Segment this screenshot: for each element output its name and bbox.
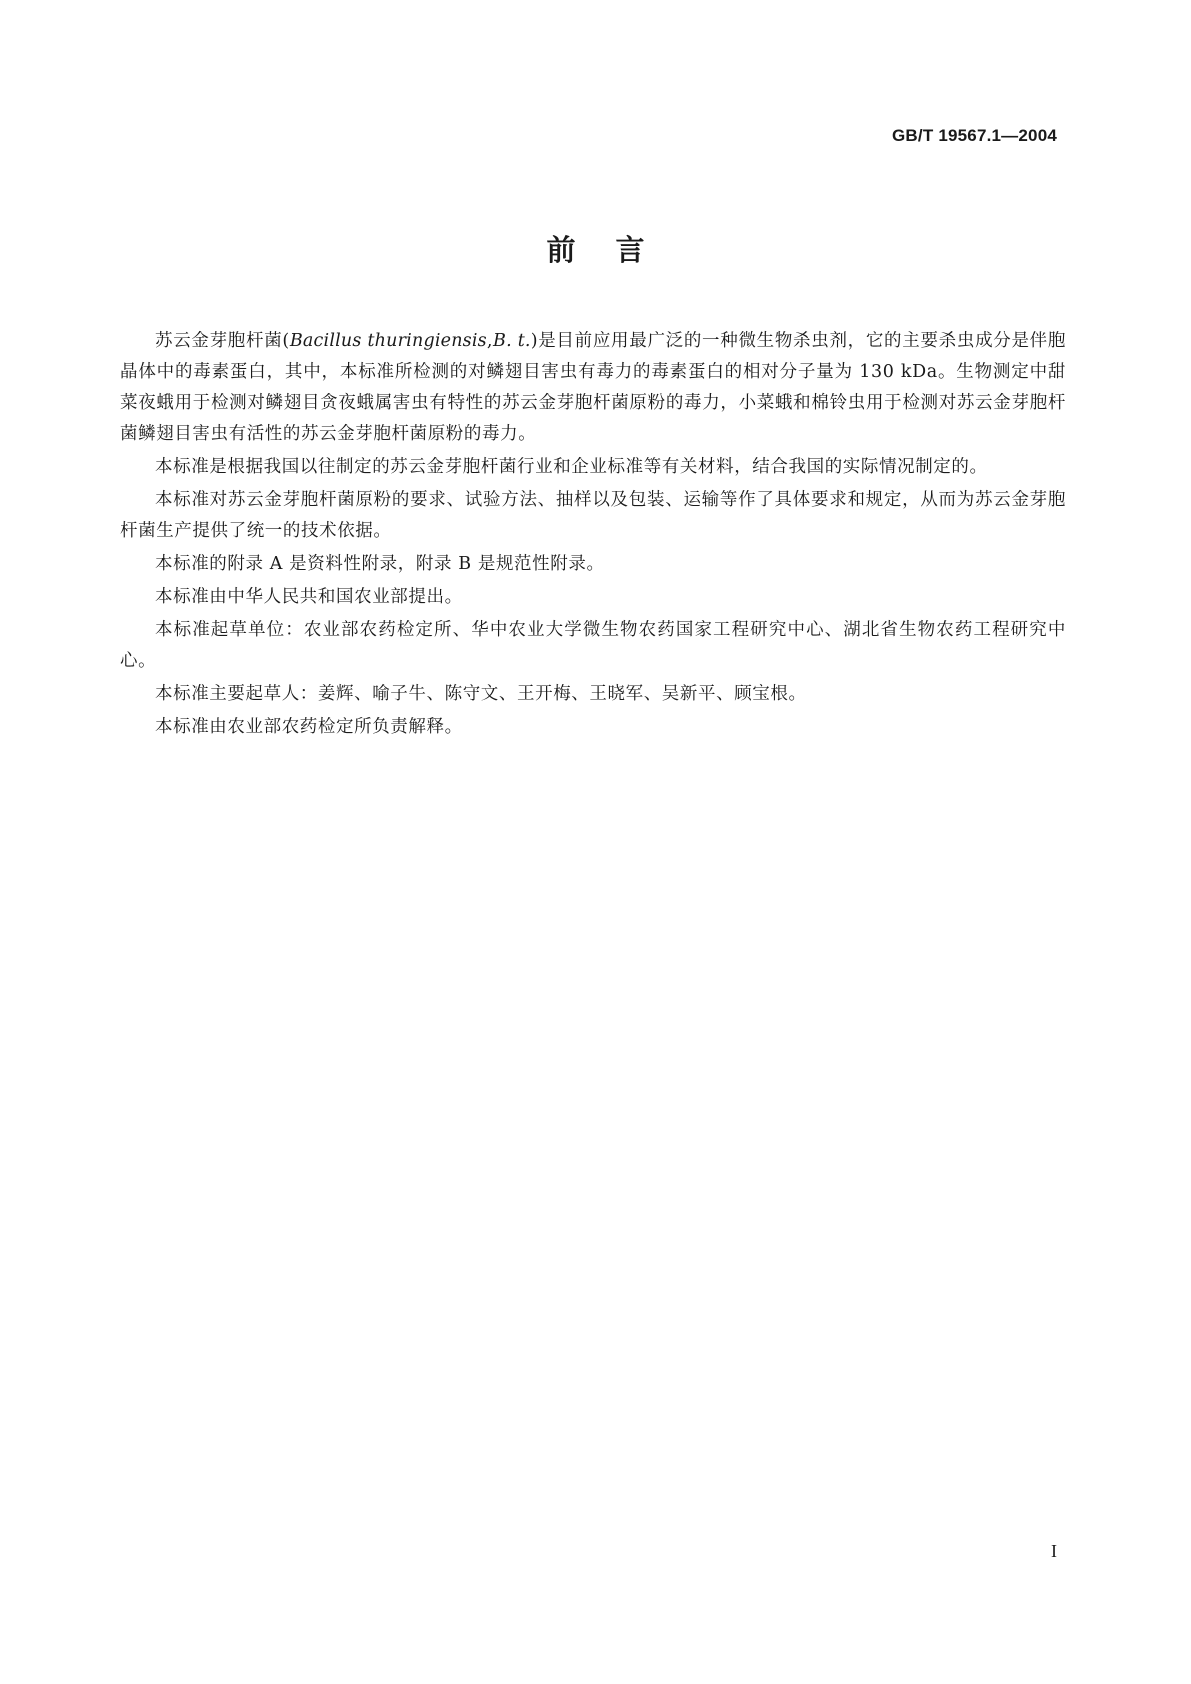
paragraph-intro-part-a: 苏云金芽胞杆菌( bbox=[155, 331, 290, 351]
paragraph-proposer: 本标准由中华人民共和国农业部提出。 bbox=[155, 587, 463, 607]
latin-abbreviation: B. t. bbox=[493, 331, 531, 351]
paragraph-drafters: 本标准主要起草人：姜辉、喻子牛、陈守文、王开梅、王晓军、吴新平、顾宝根。 bbox=[155, 684, 807, 704]
document-code: GB/T 19567.1—2004 bbox=[892, 126, 1057, 145]
paragraph-intro bbox=[120, 326, 1066, 450]
paragraph-intro-part-c: )是目前应用最广泛的一种微生物杀虫剂，它的主要杀虫成分是伴胞晶体中的毒素蛋白，其中，本标准所检测的对鳞翅目害虫有毒力的毒素蛋白的相对分子量为 130 kDa。生物测定中甜菜夜蛾用于检测对鳞翅目贪夜蛾属害虫有特性的苏云金芽胞杆菌原粉的毒力，小菜蛾和棉铃虫用于检测对苏云金芽胞杆菌鳞翅目害虫有活性的苏云金芽胞杆菌原粉的毒力。 bbox=[120, 331, 1066, 444]
latin-species-name: Bacillus thuringiensis bbox=[289, 331, 487, 351]
paragraph-basis: 本标准是根据我国以往制定的苏云金芽胞杆菌行业和企业标准等有关材料，结合我国的实际情况制定的。 bbox=[155, 457, 988, 477]
paragraph-annexes: 本标准的附录 A 是资料性附录，附录 B 是规范性附录。 bbox=[155, 554, 605, 574]
paragraph-intro-part-b: , bbox=[486, 331, 494, 351]
paragraph-scope: 本标准对苏云金芽胞杆菌原粉的要求、试验方法、抽样以及包装、运输等作了具体要求和规定，从而为苏云金芽胞杆菌生产提供了统一的技术依据。 bbox=[120, 490, 1066, 541]
paragraph-drafting-units: 本标准起草单位：农业部农药检定所、华中农业大学微生物农药国家工程研究中心、湖北省生物农药工程研究中心。 bbox=[120, 620, 1066, 671]
paragraph-interpretation: 本标准由农业部农药检定所负责解释。 bbox=[155, 717, 463, 737]
page-number: I bbox=[1051, 1541, 1057, 1561]
page-title: 前言 bbox=[546, 233, 685, 267]
preface-body bbox=[120, 326, 1066, 743]
